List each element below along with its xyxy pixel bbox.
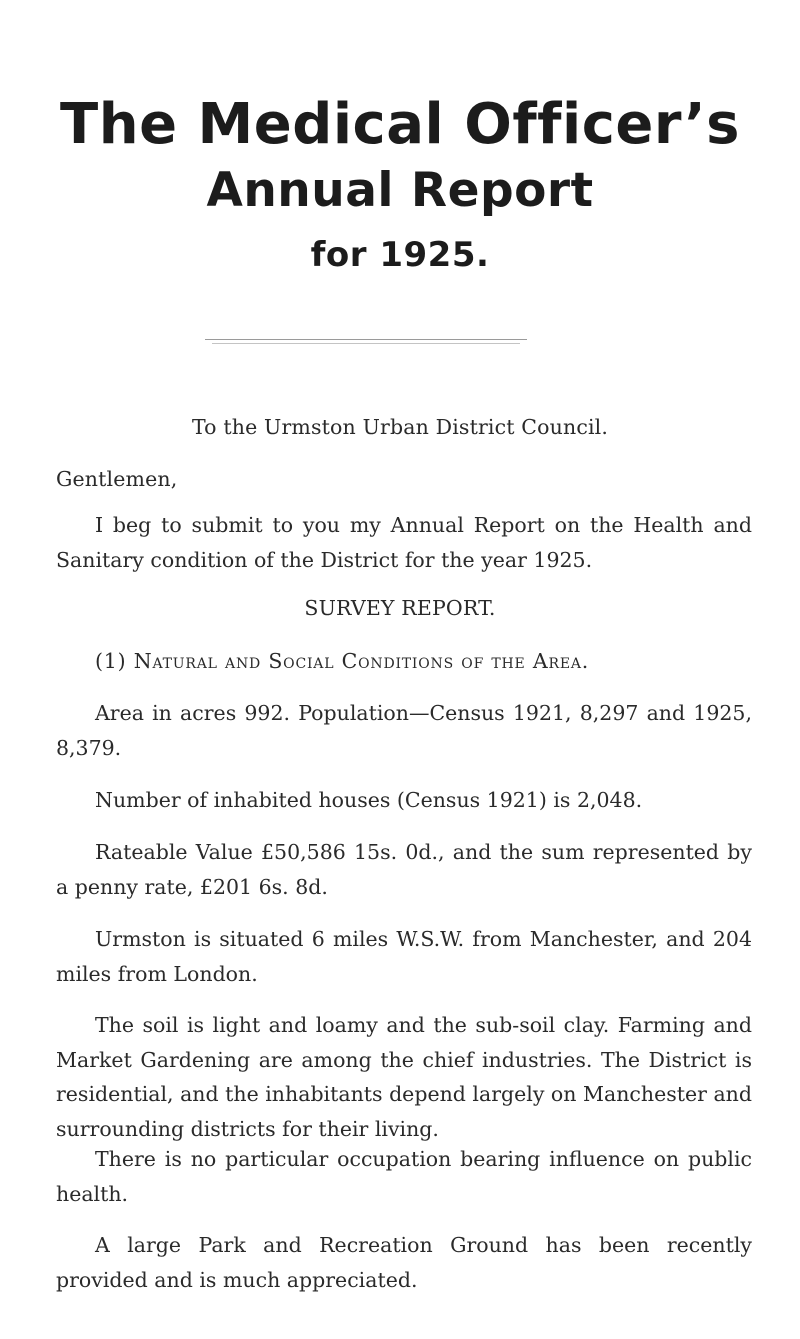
salutation: Gentlemen,: [56, 467, 178, 491]
houses-text: Number of inhabited houses (Census 1921) is 2,048.: [95, 788, 643, 812]
occupation-paragraph: [56, 1142, 752, 1211]
soil-paragraph: [56, 1008, 752, 1146]
occupation-text: There is no particular occupation bearing influence on public health.: [56, 1147, 752, 1206]
address-line: To the Urmston Urban District Council.: [191, 415, 609, 439]
location-text: Urmston is situated 6 miles W.S.W. from Manchester, and 204 miles from London.: [56, 927, 752, 986]
rateable-paragraph: [56, 835, 752, 904]
location-paragraph: [56, 922, 752, 991]
soil-text: The soil is light and loamy and the sub-soil clay. Farming and Market Gardening are among the chief industries. The District is residential, and the inhabitants depend largely on Manchester and surrounding districts for their living.: [56, 1013, 752, 1141]
houses-paragraph: [56, 783, 752, 818]
section-1-heading: (1) Natural and Social Conditions of the Area.: [95, 649, 590, 673]
intro-paragraph: [56, 508, 752, 577]
park-text: A large Park and Recreation Ground has been recently provided and is much appreciated.: [56, 1233, 752, 1292]
title-divider-shadow: [212, 343, 520, 344]
report-title-line-2: Annual Report: [206, 163, 594, 218]
area-text: Area in acres 992. Population—Census 1921, 8,297 and 1925, 8,379.: [56, 701, 752, 760]
intro-text: I beg to submit to you my Annual Report on the Health and Sanitary condition of the District for the year 1925.: [56, 513, 752, 572]
title-divider: [205, 339, 527, 340]
area-paragraph: [56, 696, 752, 765]
report-title-year: for 1925.: [310, 235, 490, 275]
park-paragraph: [56, 1228, 752, 1297]
survey-heading: SURVEY REPORT.: [304, 596, 496, 620]
report-title-line-1: The Medical Officer’s: [60, 92, 740, 157]
rateable-text: Rateable Value £50,586 15s. 0d., and the sum represented by a penny rate, £201 6s. 8d.: [56, 840, 752, 899]
